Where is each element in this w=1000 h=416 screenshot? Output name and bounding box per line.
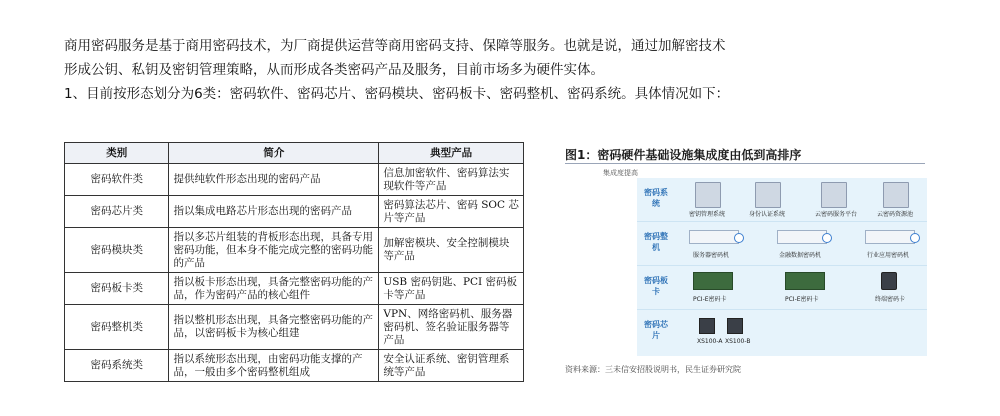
figure-source: 资料来源：三未信安招股说明书，民生证券研究院 [565, 365, 741, 374]
crypto-machine-icon [777, 230, 827, 244]
table-row [65, 228, 524, 273]
table-row [65, 164, 524, 196]
item-caption: 密钥管理系统 [689, 211, 726, 218]
item-caption: XS100-A [697, 338, 723, 345]
item-caption: 云密码服务平台 [815, 211, 858, 218]
cell-products: VPN、网络密码机、服务器密码机、签名验证服务器等产品 [379, 305, 524, 350]
header-products: 典型产品 [379, 143, 524, 164]
item-caption: 服务器密码机 [693, 252, 730, 259]
pcie-card-icon [693, 272, 733, 290]
diagram-row-system [637, 178, 927, 222]
integration-axis-label: 集成度提高 [603, 169, 638, 177]
row-label-machine: 密码整机 [644, 232, 668, 252]
chip-icon [727, 318, 743, 334]
row-label-card: 密码板卡 [644, 276, 668, 296]
diagram-row-chip [637, 310, 927, 354]
figure-title: 图1：密码硬件基础设施集成度由低到高排序 [565, 148, 802, 162]
item-caption: PCI-E密码卡 [693, 296, 727, 303]
item-caption: 金融数据密码机 [779, 252, 822, 259]
terminal-card-icon [881, 272, 897, 290]
cell-summary: 指以集成电路芯片形态出现的密码产品 [169, 196, 379, 228]
crypto-machine-icon [689, 230, 739, 244]
server-rack-icon [695, 182, 721, 208]
crypto-machine-icon [865, 230, 915, 244]
row-label-chip: 密码芯片 [644, 320, 668, 340]
pcie-card-icon [785, 272, 825, 290]
table-row [65, 350, 524, 382]
table-row [65, 196, 524, 228]
item-caption: 云密码资源池 [877, 211, 914, 218]
table-row [65, 273, 524, 305]
cell-products: 信息加密软件、密码算法实现软件等产品 [379, 164, 524, 196]
cell-products: 加解密模块、安全控制模块等产品 [379, 228, 524, 273]
intro-paragraph [64, 34, 964, 106]
table-header-row [65, 143, 524, 164]
item-caption: 终端密码卡 [875, 296, 906, 303]
cell-summary: 提供纯软件形态出现的密码产品 [169, 164, 379, 196]
cell-category: 密码软件类 [65, 164, 169, 196]
intro-line-3: 1、目前按形态划分为6类：密码软件、密码芯片、密码模块、密码板卡、密码整机、密码系统。具体情况如下： [64, 86, 730, 102]
item-caption: 行业应用密码机 [867, 252, 910, 259]
server-rack-icon [755, 182, 781, 208]
cell-products: 密码算法芯片、密码 SOC 芯片等产品 [379, 196, 524, 228]
figure-title-rule [565, 163, 925, 164]
cell-category: 密码模块类 [65, 228, 169, 273]
product-category-table [64, 142, 524, 382]
server-rack-icon [883, 182, 909, 208]
cell-category: 密码芯片类 [65, 196, 169, 228]
header-category: 类别 [65, 143, 169, 164]
table-row [65, 305, 524, 350]
cell-category: 密码整机类 [65, 305, 169, 350]
cell-products: USB 密码钥匙、PCI 密码板卡等产品 [379, 273, 524, 305]
intro-line-2: 形成公钥、私钥及密钥管理策略，从而形成各类密码产品及服务，目前市场多为硬件实体。 [64, 62, 604, 78]
cell-category: 密码板卡类 [65, 273, 169, 305]
row-label-system: 密码系统 [644, 188, 668, 208]
cell-summary: 指以板卡形态出现，具备完整密码功能的产品，作为密码产品的核心组件 [169, 273, 379, 305]
cell-summary: 指以整机形态出现，具备完整密码功能的产品，以密码板卡为核心组建 [169, 305, 379, 350]
cell-products: 安全认证系统、密钥管理系统等产品 [379, 350, 524, 382]
intro-line-1: 商用密码服务是基于商用密码技术，为厂商提供运营等商用密码支持、保障等服务。也就是说，通过加解密技术 [64, 38, 726, 54]
item-caption: XS100-B [725, 338, 751, 345]
cell-summary: 指以多芯片组装的背板形态出现，具备专用密码功能，但本身不能完成完整的密码功能的产品 [169, 228, 379, 273]
cell-category: 密码系统类 [65, 350, 169, 382]
item-caption: 身份认证系统 [749, 211, 786, 218]
item-caption: PCI-E密码卡 [785, 296, 819, 303]
hardware-diagram [637, 178, 927, 356]
diagram-row-card [637, 266, 927, 310]
cell-summary: 指以系统形态出现，由密码功能支撑的产品，一般由多个密码整机组成 [169, 350, 379, 382]
diagram-row-machine [637, 222, 927, 266]
chip-icon [699, 318, 715, 334]
header-summary: 简介 [169, 143, 379, 164]
server-rack-icon [821, 182, 847, 208]
